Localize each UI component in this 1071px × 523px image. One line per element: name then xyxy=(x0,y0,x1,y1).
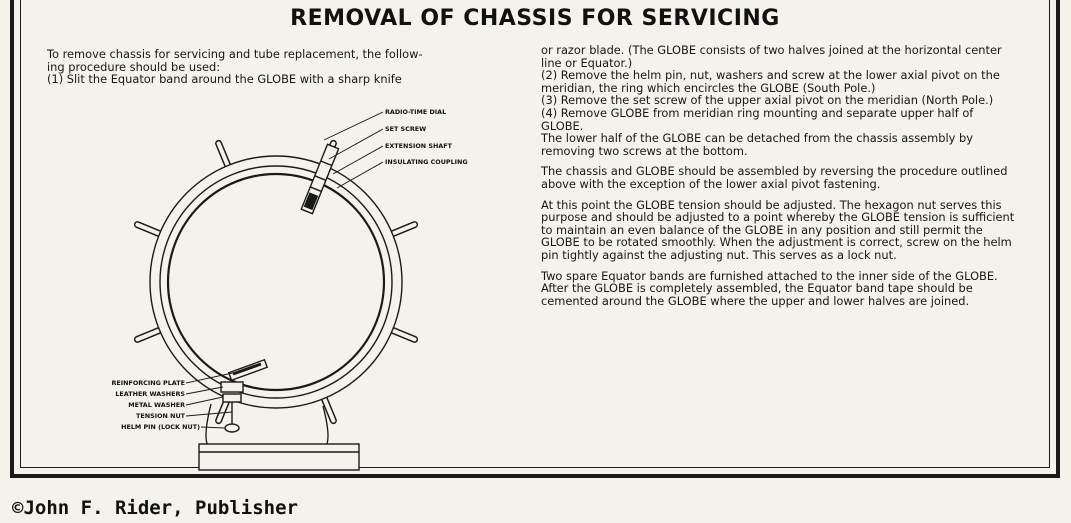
page-title: REMOVAL OF CHASSIS FOR SERVICING xyxy=(290,6,780,31)
label-extension-shaft: EXTENSION SHAFT xyxy=(385,142,452,150)
step-4: (4) Remove GLOBE from meridian ring mounting and separate upper half of GLOBE. xyxy=(541,105,974,133)
step-2: (2) Remove the helm pin, nut, washers and screw at the lower axial pivot on the meridian, the ring which encircles the GLOBE (South Pole.) xyxy=(541,68,1000,95)
label-tension-nut: TENSION NUT xyxy=(136,412,185,420)
inner-frame xyxy=(20,0,1050,468)
globe-assembly-diagram xyxy=(61,104,541,474)
reassembly-paragraph: The chassis and GLOBE should be assembled by reversing the procedure outlined above with the exception of the lower axial pivot fastening. xyxy=(541,164,1008,191)
label-reinforcing-plate: REINFORCING PLATE xyxy=(111,379,185,387)
stand-left-leg xyxy=(206,404,211,449)
step-1-continued: or razor blade. (The GLOBE consists of two halves joined at the horizontal center line or Equator.) xyxy=(541,43,1002,70)
left-text-column xyxy=(47,48,517,86)
intro-line-2: ing procedure should be used: xyxy=(47,59,221,74)
lower-half-paragraph: The lower half of the GLOBE can be detached from the chassis assembly by removing two screws at the bottom. xyxy=(541,131,973,158)
label-set-screw: SET SCREW xyxy=(385,125,427,133)
wheel-outer-ring xyxy=(150,156,402,408)
intro-line-1: To remove chassis for servicing and tube replacement, the follow- xyxy=(47,47,423,61)
base-block xyxy=(199,444,359,470)
step-3: (3) Remove the set screw of the upper axial pivot on the meridian (North Pole.) xyxy=(541,93,994,108)
tension-paragraph: At this point the GLOBE tension should be adjusted. The hexagon nut serves this purpose and should be adjusted to a point whereby the GLOBE tension is sufficient to maintain an even balance of the GLOBE in any position and still permit the GLOBE to be rotated smoothly. When the adjustment is correct, screw on the helm pin tightly against the adjusting nut. This serves as a lock nut. xyxy=(541,197,1015,262)
label-leather-washers: LEATHER WASHERS xyxy=(115,390,185,398)
publisher-credit: ©John F. Rider, Publisher xyxy=(12,497,298,519)
right-text-column xyxy=(541,44,1017,307)
page-frame xyxy=(10,0,1060,478)
step-1: (1) Slit the Equator band around the GLOBE with a sharp knife xyxy=(47,72,402,87)
label-helm-pin: HELM PIN (LOCK NUT) xyxy=(121,423,200,431)
label-radio-time-dial: RADIO-TIME DIAL xyxy=(385,108,447,116)
label-metal-washer: METAL WASHER xyxy=(128,401,185,409)
label-insulating-coupling: INSULATING COUPLING xyxy=(385,158,468,166)
spare-bands-paragraph: Two spare Equator bands are furnished attached to the inner side of the GLOBE. After the GLOBE is completely assembled, the Equator band tape should be cemented around the GLOBE where the upper and lower halves are joined. xyxy=(541,268,998,308)
